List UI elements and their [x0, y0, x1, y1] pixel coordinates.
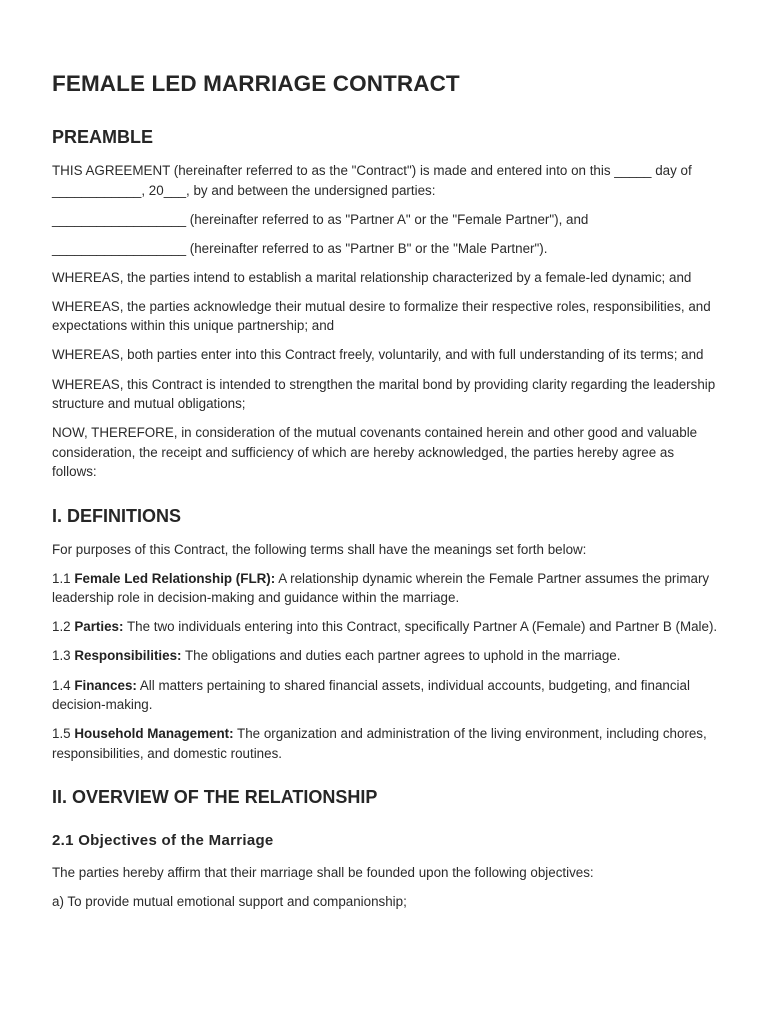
definition-term: Responsibilities: [74, 648, 182, 664]
document-title: FEMALE LED MARRIAGE CONTRACT [52, 71, 460, 96]
definitions-heading: I. DEFINITIONS [52, 505, 182, 526]
definition-item [52, 617, 722, 637]
definition-text: All matters pertaining to shared financial assets, individual accounts, budgeting, and financial decision-making. [52, 677, 690, 713]
definition-term: Finances: [74, 677, 137, 693]
objective-item: a) To provide mutual emotional support and companionship; [52, 894, 407, 910]
whereas-paragraph: WHEREAS, the parties acknowledge their mutual desire to formalize their respective roles, responsibilities, and expectations within this unique partnership; and [52, 298, 711, 334]
definition-item [52, 569, 722, 608]
definitions-intro: For purposes of this Contract, the following terms shall have the meanings set forth below: [52, 541, 587, 557]
definition-number: 1.5 [52, 726, 75, 742]
definition-text: The two individuals entering into this Contract, specifically Partner A (Female) and Partner B (Male). [123, 619, 718, 635]
definition-item [52, 676, 722, 715]
definition-text: The obligations and duties each partner agrees to uphold in the marriage. [181, 648, 621, 664]
preamble-heading: PREAMBLE [52, 127, 154, 147]
definition-term: Household Management: [74, 726, 234, 742]
partner-a-line: __________________ (hereinafter referred to as "Partner A" or the "Female Partner"), and [52, 211, 589, 227]
definition-term: Female Led Relationship (FLR): [74, 570, 276, 586]
definition-text: The organization and administration of the living environment, including chores, responsibilities, and domestic routines. [52, 726, 707, 761]
objectives-intro: The parties hereby affirm that their marriage shall be founded upon the following objectives: [52, 865, 594, 881]
definition-item [52, 646, 722, 666]
definition-number: 1.1 [52, 570, 75, 586]
whereas-paragraph: WHEREAS, both parties enter into this Contract freely, voluntarily, and with full understanding of its terms; and [52, 347, 704, 363]
whereas-paragraph: WHEREAS, this Contract is intended to strengthen the marital bond by providing clarity regarding the leadership structure and mutual obligations; [52, 376, 716, 412]
definition-text: A relationship dynamic wherein the Female Partner assumes the primary leadership role in decision-making and guidance within the marriage. [52, 570, 710, 606]
partner-b-line: __________________ (hereinafter referred to as "Partner B" or the "Male Partner"). [52, 240, 548, 256]
definition-number: 1.2 [52, 619, 75, 635]
definition-item [52, 724, 722, 763]
objectives-subheading: 2.1 Objectives of the Marriage [52, 832, 274, 850]
document-body [52, 69, 722, 921]
definition-number: 1.3 [52, 648, 75, 664]
overview-heading: II. OVERVIEW OF THE RELATIONSHIP [52, 787, 378, 808]
agreement-paragraph: THIS AGREEMENT (hereinafter referred to as the "Contract") is made and entered into on this _____ day of ____________, 20___, by and between the undersigned parties: [52, 163, 692, 198]
now-therefore-paragraph: NOW, THEREFORE, in consideration of the mutual covenants contained herein and other good and valuable consideration, the receipt and sufficiency of which are hereby acknowledged, the parties hereby agree as follows: [52, 425, 698, 480]
whereas-paragraph: WHEREAS, the parties intend to establish a marital relationship characterized by a female-led dynamic; and [52, 269, 692, 285]
definition-number: 1.4 [52, 677, 75, 693]
definition-term: Parties: [74, 619, 124, 635]
